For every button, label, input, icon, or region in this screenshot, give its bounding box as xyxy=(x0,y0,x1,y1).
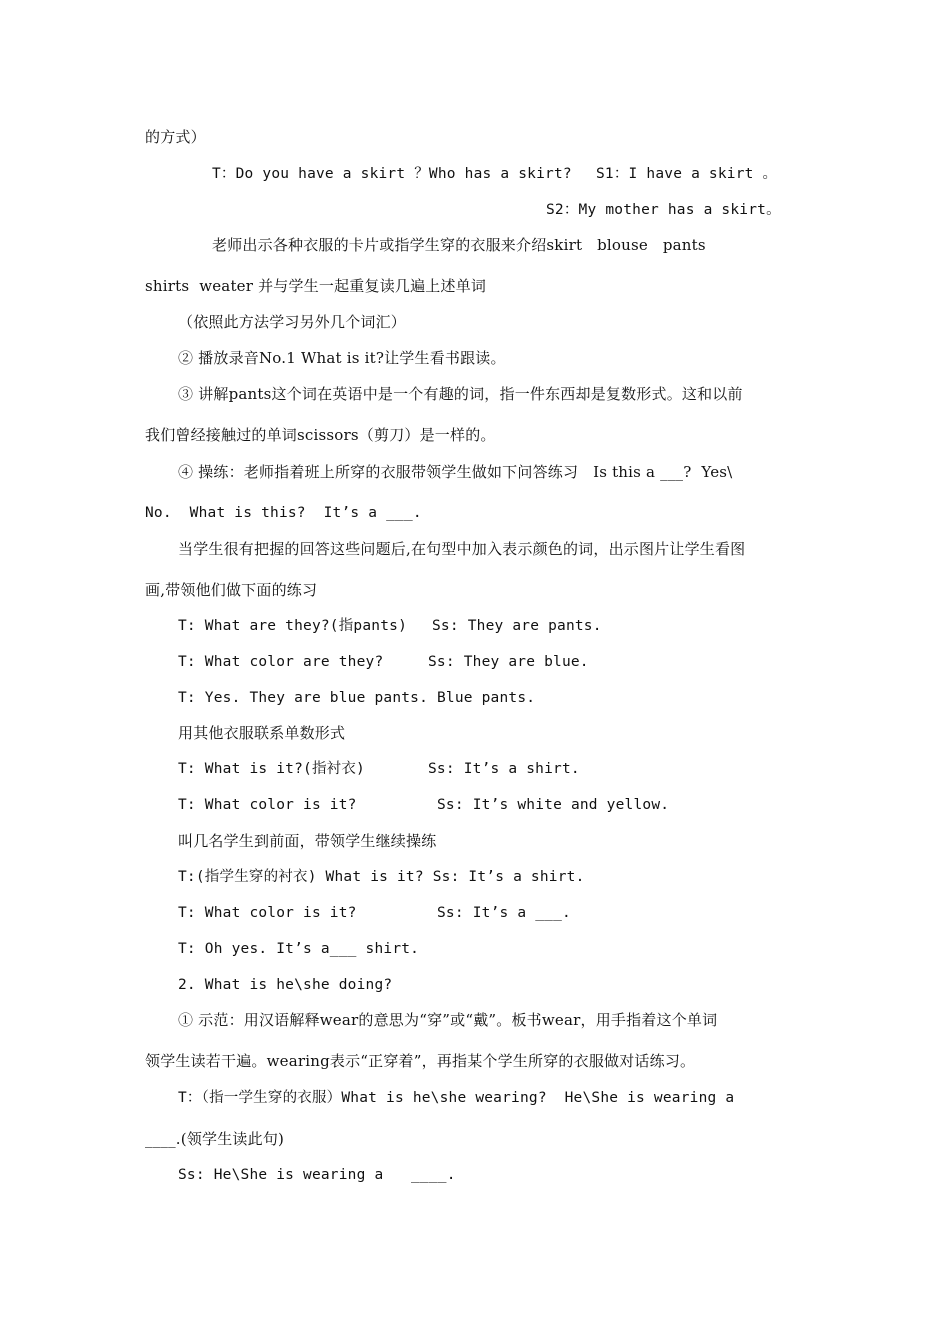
dialogue-student-1: S1：I have a skirt 。 xyxy=(596,166,778,182)
step-3: ③ 讲解pants这个词在英语中是一个有趣的词，指一件东西却是复数形式。这和以前 xyxy=(178,385,743,403)
text-line: ____.(领学生读此句) xyxy=(145,1130,285,1148)
text-line: 的方式） xyxy=(145,128,206,146)
dialogue-student-2: S2：My mother has a skirt。 xyxy=(546,202,781,218)
dialogue-students: Ss: It’s a shirt. xyxy=(428,761,580,777)
text-line: （依照此方法学习另外几个词汇） xyxy=(178,313,407,331)
text-line: 画,带领他们做下面的练习 xyxy=(145,581,318,599)
dialogue-students: Ss: It’s a ___. xyxy=(437,905,571,921)
dialogue-teacher: T: What are they?(指pants) xyxy=(178,618,408,634)
step-2: ② 播放录音No.1 What is it?让学生看书跟读。 xyxy=(178,349,506,367)
dialogue-teacher: T: What color are they? xyxy=(178,654,384,670)
dialogue-teacher: T: What color is it? xyxy=(178,797,357,813)
dialogue-teacher: T: What color is it? xyxy=(178,905,357,921)
text-line: 老师出示各种衣服的卡片或指学生穿的衣服来介绍skirt blouse pants xyxy=(212,236,706,254)
step-4: ④ 操练：老师指着班上所穿的衣服带领学生做如下问答练习 Is this a ___? Yes\ xyxy=(178,463,733,481)
dialogue-teacher: T: Oh yes. It’s a___ shirt. xyxy=(178,941,420,957)
section-heading: 2. What is he\she doing? xyxy=(178,977,393,993)
text-line: No. What is this? It’s a ___. xyxy=(145,505,422,521)
dialogue-students: Ss: They are pants. xyxy=(432,618,602,634)
text-line: shirts weater 并与学生一起重复读几遍上述单词 xyxy=(145,277,487,295)
dialogue-teacher: T:(指学生穿的衬衣) What is it? Ss: It’s a shirt. xyxy=(178,869,585,885)
dialogue-teacher: T：Do you have a skirt ？Who has a skirt? xyxy=(212,166,572,182)
dialogue-students: Ss: They are blue. xyxy=(428,654,589,670)
dialogue-students: Ss: He\She is wearing a xyxy=(178,1167,384,1183)
blank-line: ____. xyxy=(411,1167,456,1183)
text-line: 我们曾经接触过的单词scissors（剪刀）是一样的。 xyxy=(145,426,496,444)
dialogue-teacher: T: Yes. They are blue pants. Blue pants. xyxy=(178,690,536,706)
text-line: 用其他衣服联系单数形式 xyxy=(178,724,346,742)
dialogue-teacher: T: What is it?(指衬衣) xyxy=(178,761,365,777)
text-line: 叫几名学生到前面，带领学生继续操练 xyxy=(178,832,437,850)
dialogue-students: Ss: It’s white and yellow. xyxy=(437,797,670,813)
step-1: ① 示范：用汉语解释wear的意思为“穿”或“戴”。板书wear，用手指着这个单词 xyxy=(178,1011,718,1029)
text-line: 当学生很有把握的回答这些问题后,在句型中加入表示颜色的词，出示图片让学生看图 xyxy=(178,540,746,558)
text-line: 领学生读若干遍。wearing表示“正穿着”，再指某个学生所穿的衣服做对话练习。 xyxy=(145,1052,696,1070)
dialogue-teacher: T：（指一学生穿的衣服）What is he\she wearing? He\She is wearing a xyxy=(178,1090,735,1106)
